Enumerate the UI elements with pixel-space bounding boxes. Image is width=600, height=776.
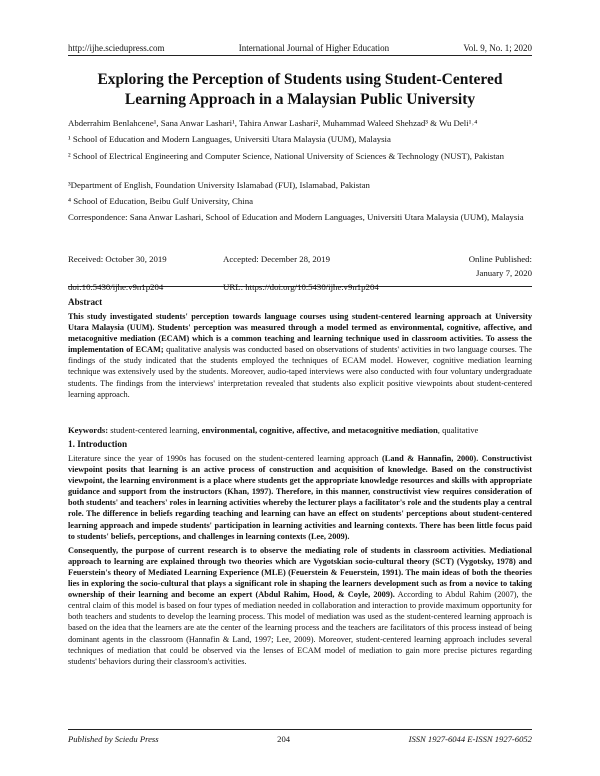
published-date: Online Published: January 7, 2020 (468, 254, 532, 278)
footer-divider (68, 729, 532, 730)
abstract-heading: Abstract (68, 297, 103, 307)
journal-name: International Journal of Higher Education (238, 43, 390, 53)
correspondence: Correspondence: Sana Anwar Lashari, School of Education and Modern Languages, Universiti Utara Malaysia (UUM), Malaysia (68, 212, 524, 222)
abstract-normal-text: qualitative analysis was conducted based on observations of students' activities in two language courses. The findings of the study indicated that the students employed the techniques of ECAM model. However, cognitive mediation learning technique was extensively used by the students. Moreover, audio-taped interviews were also conducted with four voluntary undergraduate students. The findings from the interviews' interpretation revealed that students also explicit positive viewpoints about student-centered learning approach. (68, 345, 532, 399)
abstract-body (68, 311, 532, 400)
section-heading-introduction: 1. Introduction (68, 439, 128, 449)
issn: ISSN 1927-6044 E-ISSN 1927-6052 (408, 734, 532, 744)
keywords-label: Keywords: (68, 425, 109, 435)
running-header (68, 39, 532, 53)
affiliation-4: ⁴ School of Education, Beibu Gulf University, China (68, 196, 254, 206)
doi-url[interactable]: URL: https://doi.org/10.5430/ijhe.v9n1p204 (223, 282, 379, 292)
intro-p1-bold: (Land & Hannafin, 2000). Constructivist viewpoint posits that learning is an active process of construction and acquisition of knowledge. Based on the constructivist viewpoint, the learning environment is a place where students get the appropriate knowledge resources and skills with appropriate guidance and support from the instructors (Khan, 1997). Therefore, in this manner, constructivist view requires consideration of both students' and teachers' roles in learning activities whereby the lecturer plays a facilitator's role and the students play a central role. The difference in beliefs regarding teaching and learning can have an effect on students' perceptions about student-centered learning approach and impede students' participation in learning activities and learning contexts. There has been little focus paid to students' beliefs, perceptions, and challenges in learning contexts (Lee, 2009). (68, 454, 532, 541)
page-number: 204 (277, 734, 291, 744)
keywords-text-2: , qualitative (437, 425, 479, 435)
keywords-text-1: student-centered learning, (108, 425, 202, 435)
header-divider (68, 55, 532, 56)
author-list: Abderrahim Benlahcene¹, Sana Anwar Lashari¹, Tahira Anwar Lashari², Muhammad Waleed Shehzad³ & Wu Deli¹˒⁴ (68, 118, 478, 128)
keywords (68, 425, 532, 436)
page-footer (68, 734, 532, 744)
intro-paragraph-2 (68, 545, 532, 667)
doi[interactable]: doi:10.5430/ijhe.v9n1p204 (68, 282, 164, 292)
publisher: Published by Sciedu Press (68, 734, 159, 744)
intro-p2-bold: Consequently, the purpose of current research is to observe the mediating role of students in classroom activities. Mediational approach to learning are explained through two theories which are Vygotskian socio-cultural theory (SCT) (Vygotsky, 1978) and Feuerstein's theory of Mediated Learning Experience (MLE) (Feuerstein & Feuerstein, 1991). The main ideas of both the theories lies in exploring the socio-cultural that plays a significant role in shaping the learners development such as from a novice to taking ownership of their learning and become an expert (Abdul Rahim, Hood, & Coyle, 2009). (68, 545, 532, 600)
intro-p2-text: According to Abdul Rahim (2007), the central claim of this model is based on four types of mediation needed in collaboration and interaction to provide maximum opportunity for both teachers and students to develop the learning process. This model of mediation was used as the student-centered learning approach is based on the idea that the learners are ate the center of the learning process and the teachers are facilitators of this process instead of being dominant agents in the classroom (Hannafin & Land, 1997; Lee, 2009). Moreover, student-centered learning approach includes several techniques of mediation that could be observed via the lenses of ECAM model of mediation to gain more precise pictures regarding students' behaviors during their classroom's activities. (68, 590, 532, 666)
publication-dates (68, 252, 532, 294)
paper-title: Exploring the Perception of Students using Student-Centered Learning Approach in a Malaysian Public University (97, 71, 503, 108)
accepted-date: Accepted: December 28, 2019 (223, 254, 330, 264)
dates-divider (68, 286, 532, 287)
affiliation-3: ³Department of English, Foundation University Islamabad (FUI), Islamabad, Pakistan (68, 180, 370, 190)
intro-p1-text: Literature since the year of 1990s has focused on the student-centered learning approach (68, 454, 383, 463)
volume-info: Vol. 9, No. 1; 2020 (463, 43, 532, 53)
affiliation-1: ¹ School of Education and Modern Languages, Universiti Utara Malaysia (UUM), Malaysia (68, 134, 391, 144)
journal-url[interactable]: http://ijhe.sciedupress.com (68, 43, 165, 53)
affiliation-2: ² School of Electrical Engineering and Computer Science, National University of Sciences & Technology (NUST), Pakistan (68, 151, 504, 161)
received-date: Received: October 30, 2019 (68, 254, 167, 264)
abstract-bold-text: This study investigated students' perception towards language courses using student-centered learning approach at University Utara Malaysia (UUM). Students' perception was measured through a model termed as environmental, cognitive, affective, and metacognitive mediation (ECAM) which is a common teaching and learning technique used in classroom activities. To assess the implementation of ECAM; (68, 312, 532, 355)
introduction-body (68, 453, 532, 670)
intro-paragraph-1 (68, 453, 532, 542)
keywords-text-bold: environmental, cognitive, affective, and metacognitive mediation (201, 425, 438, 435)
